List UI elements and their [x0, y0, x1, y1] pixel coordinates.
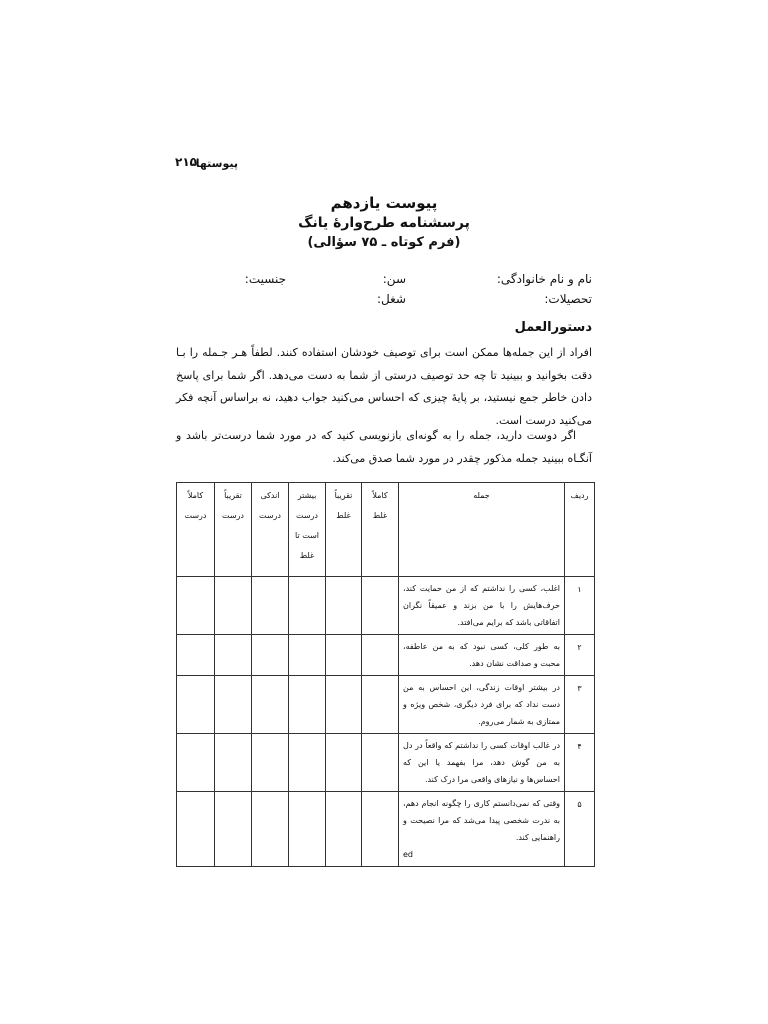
- row-statement: در غالب اوقات کسی را نداشتم که واقعاً در دل به من گوش دهد، مرا بفهمد یا این که احساس‌ها و نیازهای واقعی مرا درک کند.: [399, 734, 565, 792]
- gender-field-label: جنسیت:: [244, 272, 286, 286]
- job-field-label: شغل:: [377, 292, 406, 306]
- row-annotation: ed: [403, 850, 413, 859]
- answer-cell[interactable]: [215, 792, 252, 867]
- row-statement-text: وقتی که نمی‌دانستم کاری را چگونه انجام دهم، به ندرت شخصی پیدا می‌شد که مرا نصیحت و راهنمایی کند.: [403, 799, 560, 842]
- header-completely-true: کاملاً درست: [177, 483, 215, 577]
- form-subtitle: (فرم کوتاه ـ ۷۵ سؤالی): [307, 235, 461, 250]
- instructions-paragraph-1: افراد از این جمله‌ها ممکن است برای توصیف خودشان استفاده کنند. لطفاً هـر جـمله را بـا دقت بخوانید و ببینید تا چه حد توصیف درستی از شما به دست می‌دهد. اگر شما برای پاسخ دادن خاطر جمع نیستید، بر پایهٔ چیزی که احساس می‌کنید جواب دهید، نه براساس آنچه فکر می‌کنید درست است.: [176, 346, 592, 427]
- answer-cell[interactable]: [289, 635, 326, 676]
- row-number: ۲: [565, 635, 595, 676]
- table-row: [177, 577, 595, 635]
- header-mostly-false: تقریباً غلط: [326, 483, 362, 577]
- row-statement: در بیشتر اوقات زندگی، این احساس به من دست نداد که برای فرد دیگری، شخص ویژه و ممتازی به شمار می‌روم.: [399, 676, 565, 734]
- instructions-paragraph-2: اگر دوست دارید، جمله را به گونه‌ای بازنویسی کنید که در مورد شما درست‌تر باشد و آنگـاه ببینید جمله مذکور چقدر در مورد شما صدق می‌کند.: [176, 429, 592, 465]
- answer-cell[interactable]: [177, 577, 215, 635]
- answer-cell[interactable]: [326, 635, 362, 676]
- header-slightly-true: اندکی درست: [252, 483, 289, 577]
- answer-cell[interactable]: [326, 577, 362, 635]
- name-field-label: نام و نام خانوادگی:: [496, 272, 592, 286]
- row-statement: [399, 792, 565, 867]
- table-row: [177, 676, 595, 734]
- answer-cell[interactable]: [289, 676, 326, 734]
- title-block: [176, 193, 592, 253]
- age-field-label: سن:: [382, 272, 406, 286]
- answer-cell[interactable]: [289, 734, 326, 792]
- answer-cell[interactable]: [289, 577, 326, 635]
- answer-cell[interactable]: [177, 792, 215, 867]
- answer-cell[interactable]: [362, 676, 399, 734]
- answer-cell[interactable]: [326, 676, 362, 734]
- answer-cell[interactable]: [362, 635, 399, 676]
- table-row: [177, 734, 595, 792]
- answer-cell[interactable]: [177, 734, 215, 792]
- header-more-true-than-false: بیشتر درست است تا غلط: [289, 483, 326, 577]
- running-section-title: پیوستها: [195, 157, 238, 170]
- questionnaire-table: [176, 482, 595, 867]
- row-statement: اغلب، کسی را نداشتم که از من حمایت کند، حرف‌هایش را با من بزند و عمیقاً نگران اتفاقاتی باشد که برایم می‌افتد.: [399, 577, 565, 635]
- row-statement: به طور کلی، کسی نبود که به من عاطفه، محبت و صداقت نشان دهد.: [399, 635, 565, 676]
- answer-cell[interactable]: [289, 792, 326, 867]
- table-header-row: [177, 483, 595, 577]
- row-number: ۴: [565, 734, 595, 792]
- answer-cell[interactable]: [252, 676, 289, 734]
- answer-cell[interactable]: [362, 734, 399, 792]
- answer-cell[interactable]: [215, 577, 252, 635]
- answer-cell[interactable]: [215, 676, 252, 734]
- header-mostly-true: تقریباً درست: [215, 483, 252, 577]
- appendix-title: پیوست یازدهم: [330, 194, 438, 212]
- answer-cell[interactable]: [215, 734, 252, 792]
- answer-cell[interactable]: [215, 635, 252, 676]
- header-row-number: ردیف: [565, 483, 595, 577]
- answer-cell[interactable]: [252, 734, 289, 792]
- answer-cell[interactable]: [177, 676, 215, 734]
- instructions-heading: دستورالعمل: [514, 320, 592, 335]
- table-row: [177, 635, 595, 676]
- questionnaire-title: پرسشنامه طرح‌وارهٔ یانگ: [298, 215, 470, 231]
- table-row: [177, 792, 595, 867]
- education-field-label: تحصیلات:: [544, 292, 592, 306]
- answer-cell[interactable]: [177, 635, 215, 676]
- answer-cell[interactable]: [252, 577, 289, 635]
- answer-cell[interactable]: [362, 577, 399, 635]
- row-number: ۱: [565, 577, 595, 635]
- page-number: ۲۱۵: [175, 155, 197, 169]
- header-completely-false: کاملاً غلط: [362, 483, 399, 577]
- row-number: ۵: [565, 792, 595, 867]
- page-header: [176, 155, 592, 173]
- header-statement: جمله: [399, 483, 565, 577]
- answer-cell[interactable]: [252, 792, 289, 867]
- answer-cell[interactable]: [362, 792, 399, 867]
- answer-cell[interactable]: [326, 734, 362, 792]
- answer-cell[interactable]: [326, 792, 362, 867]
- row-number: ۳: [565, 676, 595, 734]
- answer-cell[interactable]: [252, 635, 289, 676]
